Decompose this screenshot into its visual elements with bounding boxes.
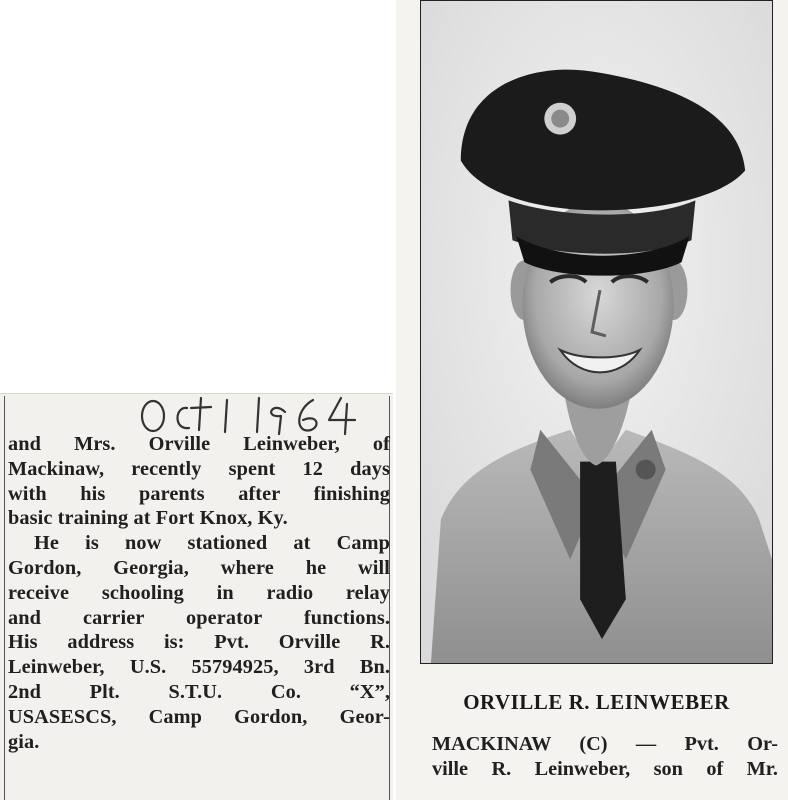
article-line: gia. — [8, 730, 40, 753]
article-line: basic training at Fort Knox, Ky. — [8, 507, 288, 530]
soldier-portrait-icon — [421, 1, 772, 663]
article-line: Gordon, Georgia, where he will — [8, 556, 390, 579]
article-paragraph-1 — [8, 432, 390, 531]
column-rule-left — [4, 396, 5, 800]
photo-caption-body — [432, 732, 778, 782]
article-line: His address is: Pvt. Orville R. — [8, 631, 390, 654]
article-line: He is now stationed at Camp — [34, 532, 390, 555]
caption-line: MACKINAW (C) — Pvt. Or- — [432, 733, 778, 755]
article-line: 2nd Plt. S.T.U. Co. “X”, — [8, 680, 390, 703]
handwritten-date — [135, 390, 365, 438]
handwritten-date-icon — [135, 390, 365, 438]
article-body — [8, 432, 390, 754]
article-line: Mackinaw, recently spent 12 days — [8, 457, 390, 480]
article-line: with his parents after finishing — [8, 482, 390, 505]
article-line: Leinweber, U.S. 55794925, 3rd Bn. — [8, 656, 390, 679]
article-line: USASESCS, Camp Gordon, Geor- — [8, 705, 390, 728]
article-line: and carrier operator functions. — [8, 606, 390, 629]
article-line: receive schooling in radio relay — [8, 581, 390, 604]
photo-caption-name: ORVILLE R. LEINWEBER — [463, 690, 730, 714]
article-line: and Mrs. Orville Leinweber, of — [8, 433, 390, 455]
article-paragraph-2 — [8, 531, 390, 754]
portrait-photo — [420, 0, 773, 664]
caption-line: ville R. Leinweber, son of Mr. — [432, 758, 778, 780]
